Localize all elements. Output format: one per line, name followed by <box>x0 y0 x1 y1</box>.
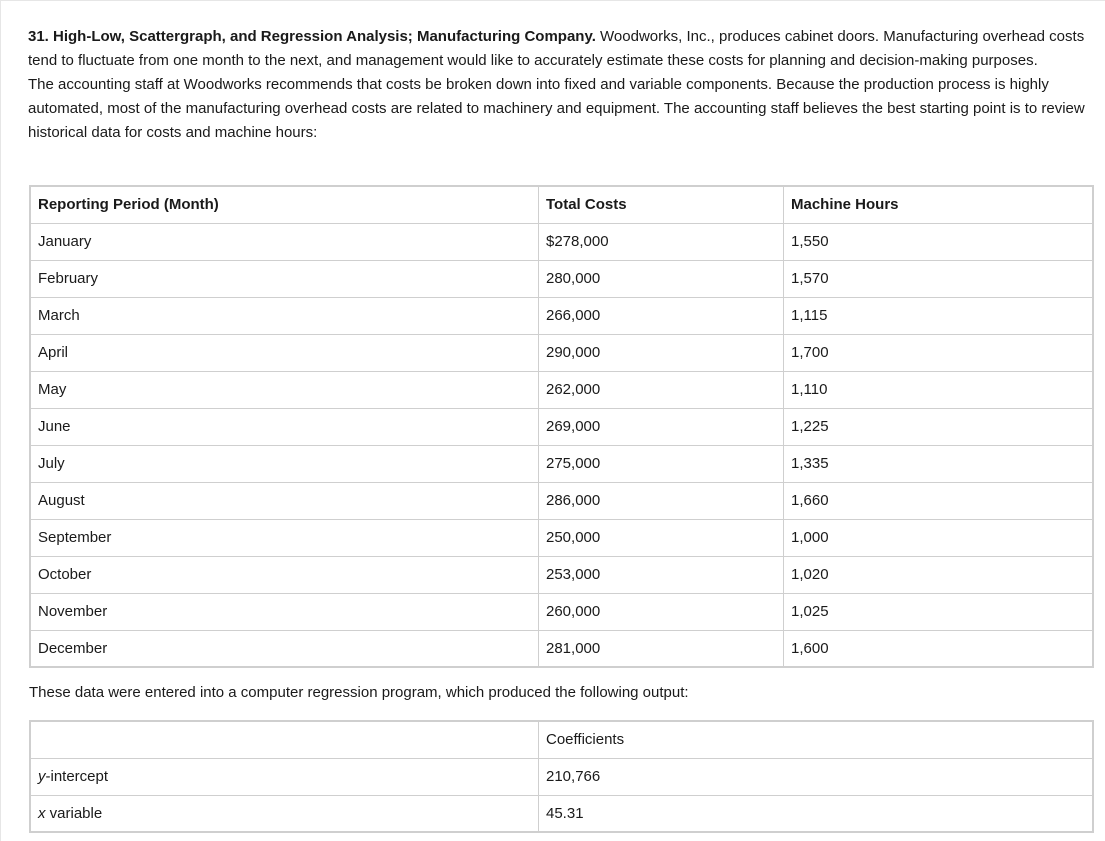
total-costs-cell: 286,000 <box>539 482 784 519</box>
table-row <box>30 593 1093 630</box>
header-reporting-period: Reporting Period (Month) <box>30 186 539 223</box>
problem-title: 31. High-Low, Scattergraph, and Regression Analysis; Manufacturing Company. <box>28 28 596 45</box>
month-cell: August <box>30 482 539 519</box>
regression-value-y-intercept: 210,766 <box>539 758 1094 795</box>
regression-label-x-variable <box>30 795 539 832</box>
table-row <box>30 223 1093 260</box>
month-cell: June <box>30 408 539 445</box>
header-machine-hours: Machine Hours <box>784 186 1094 223</box>
month-cell: December <box>30 630 539 667</box>
machine-hours-cell: 1,570 <box>784 260 1094 297</box>
machine-hours-cell: 1,020 <box>784 556 1094 593</box>
table-row <box>30 334 1093 371</box>
machine-hours-cell: 1,025 <box>784 593 1094 630</box>
total-costs-cell: $278,000 <box>539 223 784 260</box>
machine-hours-cell: 1,000 <box>784 519 1094 556</box>
cost-data-table <box>29 185 1094 668</box>
machine-hours-cell: 1,225 <box>784 408 1094 445</box>
table-row <box>30 630 1093 667</box>
table-header-row <box>30 186 1093 223</box>
header-total-costs: Total Costs <box>539 186 784 223</box>
month-cell: July <box>30 445 539 482</box>
table-row <box>30 445 1093 482</box>
problem-paragraph-2: The accounting staff at Woodworks recommends that costs be broken down into fixed and variable components. Because the production process is highly automated, most of the manufacturing overhead costs are related to machinery and equipment. The accounting staff believes the best starting point is to review historical data for costs and machine hours: <box>28 76 1085 141</box>
machine-hours-cell: 1,660 <box>784 482 1094 519</box>
total-costs-cell: 260,000 <box>539 593 784 630</box>
machine-hours-cell: 1,600 <box>784 630 1094 667</box>
machine-hours-cell: 1,115 <box>784 297 1094 334</box>
total-costs-cell: 266,000 <box>539 297 784 334</box>
month-cell: March <box>30 297 539 334</box>
table-row <box>30 371 1093 408</box>
regression-header-coefficients: Coefficients <box>539 721 1094 758</box>
machine-hours-cell: 1,700 <box>784 334 1094 371</box>
table-row <box>30 297 1093 334</box>
table-row <box>30 482 1093 519</box>
table-row <box>30 758 1093 795</box>
month-cell: May <box>30 371 539 408</box>
regression-intro-text: These data were entered into a computer regression program, which produced the following output: <box>29 684 689 701</box>
table-row <box>30 795 1093 832</box>
month-cell: November <box>30 593 539 630</box>
label-rest: variable <box>45 804 103 822</box>
label-rest: -intercept <box>45 768 109 785</box>
total-costs-cell: 250,000 <box>539 519 784 556</box>
month-cell: April <box>30 334 539 371</box>
regression-label-y-intercept <box>30 758 539 795</box>
regression-value-x-variable: 45.31 <box>539 795 1094 832</box>
total-costs-cell: 253,000 <box>539 556 784 593</box>
total-costs-cell: 280,000 <box>539 260 784 297</box>
table-row <box>30 260 1093 297</box>
total-costs-cell: 281,000 <box>539 630 784 667</box>
month-cell: October <box>30 556 539 593</box>
total-costs-cell: 290,000 <box>539 334 784 371</box>
problem-paragraph-1 <box>28 25 1088 73</box>
table-row <box>30 519 1093 556</box>
machine-hours-cell: 1,550 <box>784 223 1094 260</box>
regression-header-blank <box>30 721 539 758</box>
problem-text-1: Woodworks, Inc., produces cabinet doors. Manufacturing overhead costs tend to fluctuate from one month to the next, and management would like to accurately estimate these costs for planning and decision-making purposes. <box>28 28 1085 69</box>
label-italic: y <box>38 768 46 785</box>
table-row <box>30 408 1093 445</box>
total-costs-cell: 275,000 <box>539 445 784 482</box>
regression-output-table <box>29 720 1094 833</box>
regression-header-row <box>30 721 1093 758</box>
month-cell: September <box>30 519 539 556</box>
total-costs-cell: 262,000 <box>539 371 784 408</box>
machine-hours-cell: 1,110 <box>784 371 1094 408</box>
total-costs-cell: 269,000 <box>539 408 784 445</box>
label-italic: x <box>38 804 46 822</box>
month-cell: February <box>30 260 539 297</box>
machine-hours-cell: 1,335 <box>784 445 1094 482</box>
table-row <box>30 556 1093 593</box>
problem-intro <box>28 25 1088 145</box>
month-cell: January <box>30 223 539 260</box>
